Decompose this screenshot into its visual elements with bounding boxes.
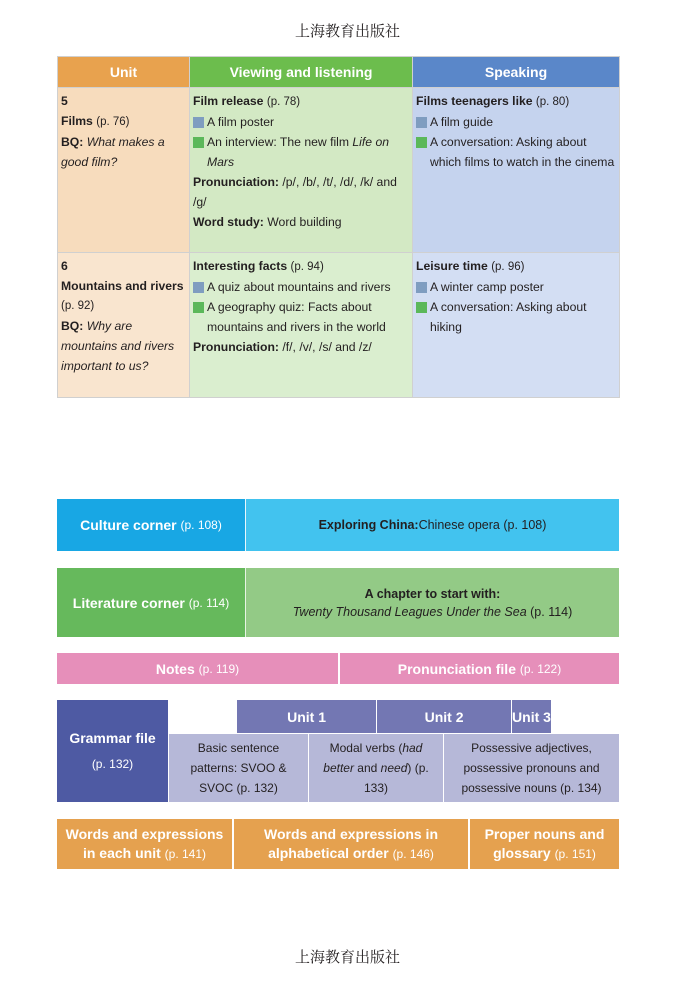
- header-unit: Unit: [58, 57, 190, 88]
- square-bullet-icon: [416, 282, 427, 293]
- pronunciation-sounds: /p/, /b/, /t/, /d/, /k/ and /g/: [193, 175, 397, 209]
- pronunciation-label: Pronunciation:: [193, 175, 279, 189]
- words-alphabetical-order: Words and expressions in alphabetical order (p. 146): [232, 819, 468, 869]
- table-row: [58, 253, 620, 398]
- unit-page: (p. 76): [96, 116, 130, 128]
- unit-cell: [58, 253, 190, 398]
- literature-heading: A chapter to start with:: [364, 586, 501, 601]
- grammar-unit-content: Possessive adjectives, possessive pronouns and possessive nouns (p. 134): [443, 733, 619, 802]
- literature-corner-content: [245, 568, 619, 637]
- square-bullet-icon: [193, 137, 204, 148]
- square-bullet-icon: [193, 117, 204, 128]
- table-row: [58, 88, 620, 253]
- literature-title: Twenty Thousand Leagues Under the Sea (p. 114): [292, 604, 573, 619]
- square-bullet-icon: [193, 302, 204, 313]
- culture-corner-content: Exploring China: Chinese opera (p. 108): [245, 499, 619, 551]
- speaking-title: Leisure time: [416, 259, 488, 273]
- words-band: [57, 819, 619, 869]
- speaking-cell: [413, 253, 620, 398]
- culture-corner-label: Culture corner (p. 108): [57, 499, 245, 551]
- viewing-title: Film release: [193, 94, 264, 108]
- pronunciation-label: Pronunciation:: [193, 340, 279, 354]
- grammar-file-band: [57, 700, 619, 802]
- list-item: A conversation: Asking about which films to watch in the cinema: [416, 132, 616, 172]
- unit-title: Mountains and rivers: [61, 279, 184, 293]
- grammar-file-label: Grammar file (p. 132): [57, 700, 168, 802]
- bq-label: BQ:: [61, 135, 84, 149]
- list-item: A geography quiz: Facts about mountains and rivers in the world: [193, 297, 409, 337]
- unit-cell: [58, 88, 190, 253]
- big-question: Why are mountains and rivers important to us?: [61, 319, 175, 373]
- list-item: A conversation: Asking about hiking: [416, 297, 616, 337]
- list-item: A film guide: [416, 112, 616, 132]
- unit-page: (p. 92): [61, 300, 95, 312]
- header-speaking: Speaking: [413, 57, 620, 88]
- literature-corner-band: [57, 568, 619, 637]
- unit-number: 5: [61, 94, 68, 108]
- speaking-cell: [413, 88, 620, 253]
- grammar-unit-header: Unit 2: [376, 700, 511, 733]
- square-bullet-icon: [416, 117, 427, 128]
- list-item: A quiz about mountains and rivers: [193, 277, 409, 297]
- contents-table: [57, 56, 620, 398]
- unit-title: Films: [61, 114, 93, 128]
- viewing-title: Interesting facts: [193, 259, 288, 273]
- word-study-text: Word building: [267, 215, 342, 229]
- publisher-header: 上海教育出版社: [294, 22, 400, 40]
- viewing-page: (p. 94): [290, 261, 324, 273]
- speaking-title: Films teenagers like: [416, 94, 533, 108]
- literature-corner-label: Literature corner (p. 114): [57, 568, 245, 637]
- bq-label: BQ:: [61, 319, 84, 333]
- grammar-unit-content: Modal verbs (had better and need) (p. 133): [308, 733, 443, 802]
- square-bullet-icon: [416, 137, 427, 148]
- square-bullet-icon: [193, 282, 204, 293]
- pronunciation-sounds: /f/, /v/, /s/ and /z/: [282, 340, 372, 354]
- header-viewing: Viewing and listening: [190, 57, 413, 88]
- culture-corner-band: [57, 499, 619, 551]
- proper-nouns-glossary: Proper nouns and glossary (p. 151): [468, 819, 619, 869]
- list-item: An interview: The new film Life on Mars: [193, 132, 409, 172]
- grammar-unit-content: Basic sentence patterns: SVOO & SVOC (p. 132): [168, 733, 308, 802]
- speaking-page: (p. 96): [491, 261, 525, 273]
- grammar-unit-header: Unit 1: [236, 700, 376, 733]
- words-in-each-unit: Words and expressions in each unit (p. 141): [57, 819, 232, 869]
- big-question: What makes a good film?: [61, 135, 165, 169]
- viewing-page: (p. 78): [266, 96, 301, 108]
- list-item: A winter camp poster: [416, 277, 616, 297]
- viewing-cell: [190, 253, 413, 398]
- grammar-grid: [168, 700, 619, 802]
- publisher-footer: 上海教育出版社: [294, 948, 400, 966]
- speaking-page: (p. 80): [535, 96, 570, 108]
- grammar-unit-header: Unit 3: [511, 700, 551, 733]
- pronunciation-file-label: Pronunciation file (p. 122): [338, 653, 619, 684]
- notes-label: Notes (p. 119): [57, 653, 338, 684]
- unit-number: 6: [61, 259, 68, 273]
- notes-band: [57, 653, 619, 684]
- word-study-label: Word study:: [193, 215, 264, 229]
- square-bullet-icon: [416, 302, 427, 313]
- list-item: A film poster: [193, 112, 409, 132]
- viewing-cell: [190, 88, 413, 253]
